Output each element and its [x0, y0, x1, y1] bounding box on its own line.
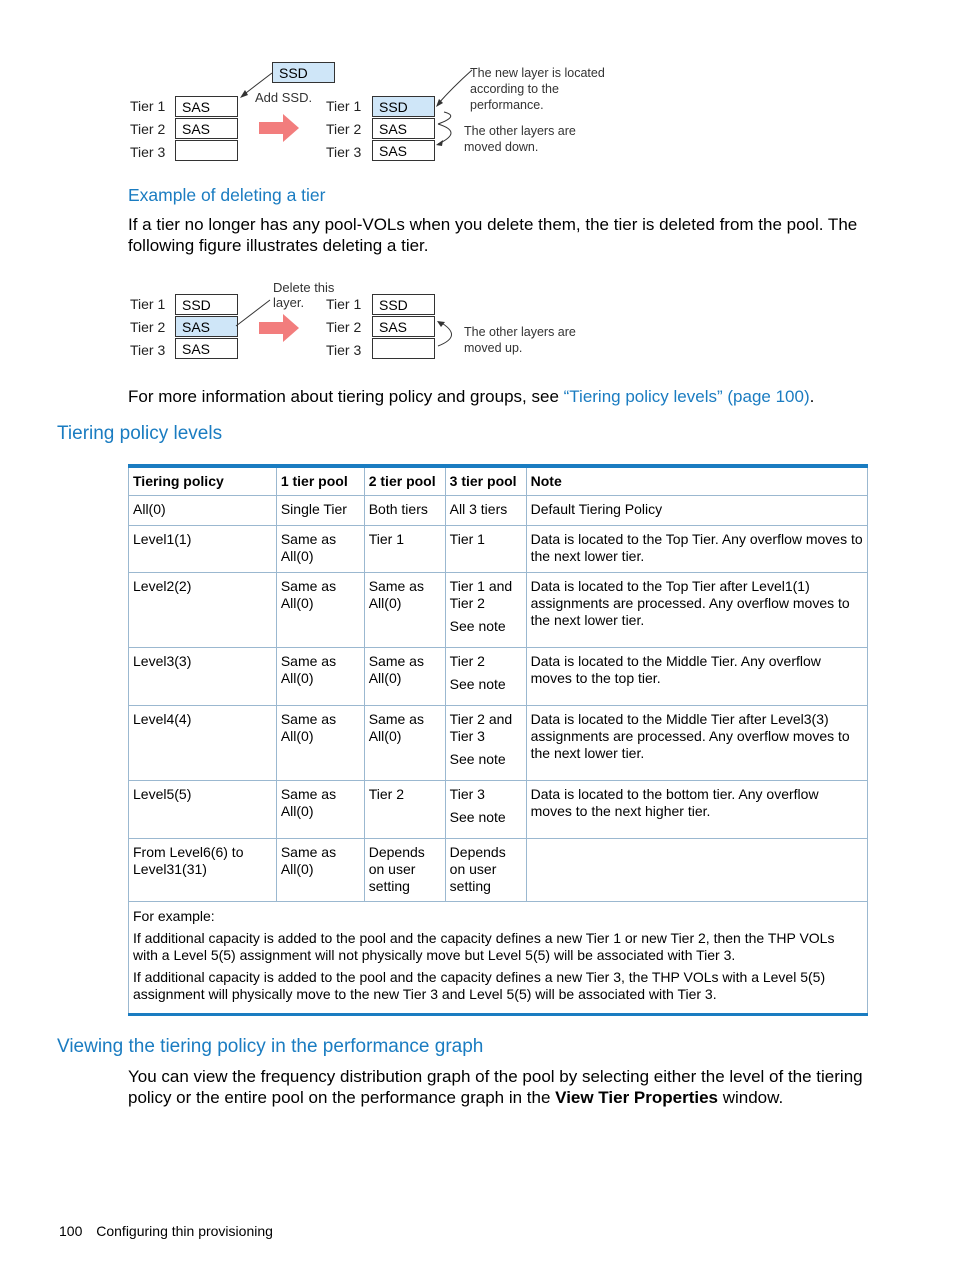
tier-cell: SSD [175, 294, 238, 315]
cell-text: All 3 tiers [449, 501, 508, 517]
cell-text: Tier 2 [449, 653, 485, 669]
tier-label: Tier 3 [130, 144, 166, 160]
table-cell: Depends on user setting [364, 839, 445, 902]
page-number: 100 [59, 1223, 83, 1239]
tier-cell: SAS [175, 338, 238, 359]
table-cell: Data is located to the Middle Tier after Level3(3) assignments are processed. Any overflow moves to the next lower tier. [526, 706, 867, 781]
see-note: See note [449, 751, 506, 767]
callout-curve-icon [434, 318, 468, 352]
note-line: The other layers are [464, 325, 576, 339]
tier-label: Tier 1 [130, 98, 166, 114]
table-cell: Same as All(0) [276, 839, 364, 902]
column-header: 3 tier pool [445, 466, 526, 496]
table-row [129, 648, 868, 706]
tier-cell: SSD [372, 294, 435, 315]
delete-label-line: Delete this [273, 280, 335, 295]
cell-text: Tier 2 and Tier 3 [449, 711, 513, 744]
delete-label-line: layer. [273, 295, 305, 310]
note-line: moved up. [464, 341, 523, 355]
insert-arrow-icon [236, 70, 276, 100]
table-row [129, 573, 868, 648]
table-row [129, 706, 868, 781]
column-header: 2 tier pool [364, 466, 445, 496]
section-heading-delete: Example of deleting a tier [128, 185, 326, 205]
tier-label: Tier 2 [130, 121, 166, 137]
footnote-line: If additional capacity is added to the pool and the capacity defines a new Tier 1 or new Tier 2, then the THP VOLs with a Level 5(5) assignment will not physically move but Level 5(5) will be associated with Tier 3. [133, 930, 835, 963]
tiering-policy-link[interactable]: “Tiering policy levels” (page 100) [563, 387, 810, 406]
table-cell: Level4(4) [129, 706, 277, 781]
table-cell: Level3(3) [129, 648, 277, 706]
table-row [129, 781, 868, 839]
table-cell: Data is located to the Top Tier after Level1(1) assignments are processed. Any overflow moves to the next lower tier. [526, 573, 867, 648]
table-cell: All(0) [129, 496, 277, 526]
table-row [129, 496, 868, 526]
tiering-policy-heading: Tiering policy levels [57, 423, 223, 444]
tier-label: Tier 1 [326, 296, 362, 312]
tier-label: Tier 3 [130, 342, 166, 358]
right-arrow-icon [259, 114, 299, 142]
table-cell: Data is located to the Top Tier. Any overflow moves to the next lower tier. [526, 526, 867, 573]
tier-cell: SSD [372, 96, 435, 117]
see-note: See note [449, 618, 506, 634]
tier-label: Tier 2 [326, 121, 362, 137]
table-cell: Same as All(0) [276, 706, 364, 781]
table-cell: Data is located to the bottom tier. Any overflow moves to the next higher tier. [526, 781, 867, 839]
tier-cell: SAS [372, 118, 435, 139]
page-footer [59, 1223, 273, 1239]
tier-cell [175, 140, 238, 161]
table-cell: Same as All(0) [276, 781, 364, 839]
viewing-text: You can view the frequency distribution graph of the pool by selecting either the level of the tiering policy or the entire pool on the performance graph in the [128, 1067, 863, 1107]
table-row [129, 839, 868, 902]
tiering-policy-table [128, 464, 868, 1016]
more-info-paragraph [128, 386, 873, 407]
more-info-text: For more information about tiering policy and groups, see [128, 387, 564, 406]
table-cell: Data is located to the Middle Tier. Any overflow moves to the top tier. [526, 648, 867, 706]
tier-cell [372, 338, 435, 359]
tier-label: Tier 2 [326, 319, 362, 335]
tier-cell: SAS [175, 118, 238, 139]
callout-note [464, 324, 576, 356]
table-cell [445, 706, 526, 781]
table-footnote-row [129, 902, 868, 1015]
add-label: Add SSD. [255, 90, 313, 105]
table-cell: Tier 2 [364, 781, 445, 839]
tier-cell: SAS [175, 96, 238, 117]
tier-cell: SAS [372, 140, 435, 161]
note-line: The new layer is located [470, 66, 605, 80]
column-header: 1 tier pool [276, 466, 364, 496]
column-header: Tiering policy [129, 466, 277, 496]
table-cell: Default Tiering Policy [526, 496, 867, 526]
table-cell: Same as All(0) [364, 573, 445, 648]
cell-text: Tier 1 [449, 531, 485, 547]
tier-label: Tier 2 [130, 319, 166, 335]
table-cell [445, 648, 526, 706]
tier-label: Tier 1 [130, 296, 166, 312]
note-line: The other layers are [464, 124, 576, 138]
table-row [129, 526, 868, 573]
tier-cell: SAS [175, 316, 238, 337]
new-layer-cell: SSD [272, 62, 335, 83]
delete-paragraph: If a tier no longer has any pool-VOLs when you delete them, the tier is deleted from the pool. The following figure illustrates deleting a tier. [128, 215, 858, 255]
viewing-paragraph [128, 1066, 873, 1108]
cell-text: Depends on user setting [449, 844, 506, 894]
see-note: See note [449, 676, 506, 692]
see-note: See note [449, 809, 506, 825]
viewing-heading: Viewing the tiering policy in the performance graph [57, 1036, 484, 1057]
tier-label: Tier 1 [326, 98, 362, 114]
table-cell: From Level6(6) to Level31(31) [129, 839, 277, 902]
footnote-line: If additional capacity is added to the pool and the capacity defines a new Tier 3, the THP VOLs with a Level 5(5) assignment will physically move to the new Tier 3 and Level 5(5) will be associated with Tier 3. [133, 969, 826, 1002]
table-cell [445, 839, 526, 902]
table-cell: Single Tier [276, 496, 364, 526]
cell-text: Tier 1 and Tier 2 [449, 578, 513, 611]
table-cell [445, 781, 526, 839]
table-cell: Level2(2) [129, 573, 277, 648]
cell-text: Tier 3 [449, 786, 485, 802]
footnote-line: For example: [133, 908, 215, 924]
view-tier-properties-label: View Tier Properties [555, 1088, 718, 1107]
table-cell: Same as All(0) [276, 573, 364, 648]
table-cell: Level5(5) [129, 781, 277, 839]
table-cell: Both tiers [364, 496, 445, 526]
table-footnote [129, 902, 868, 1015]
table-cell: Same as All(0) [276, 526, 364, 573]
viewing-suffix: window. [718, 1088, 784, 1107]
table-cell [445, 573, 526, 648]
tier-label: Tier 3 [326, 342, 362, 358]
callout-note [464, 123, 576, 155]
table-cell [445, 496, 526, 526]
column-header: Note [526, 466, 867, 496]
table-cell: Same as All(0) [364, 648, 445, 706]
note-line: performance. [470, 98, 544, 112]
table-cell: Same as All(0) [276, 648, 364, 706]
note-line: moved down. [464, 140, 539, 154]
table-cell [526, 839, 867, 902]
right-arrow-icon [259, 314, 299, 342]
more-info-suffix: . [809, 387, 815, 406]
table-cell: Tier 1 [364, 526, 445, 573]
chapter-title: Configuring thin provisioning [96, 1223, 273, 1239]
table-header-row [129, 466, 868, 496]
note-line: according to the [470, 82, 559, 96]
tier-label: Tier 3 [326, 144, 362, 160]
table-cell [445, 526, 526, 573]
callout-note [470, 65, 605, 113]
table-cell: Same as All(0) [364, 706, 445, 781]
tier-cell: SAS [372, 316, 435, 337]
table-cell: Level1(1) [129, 526, 277, 573]
